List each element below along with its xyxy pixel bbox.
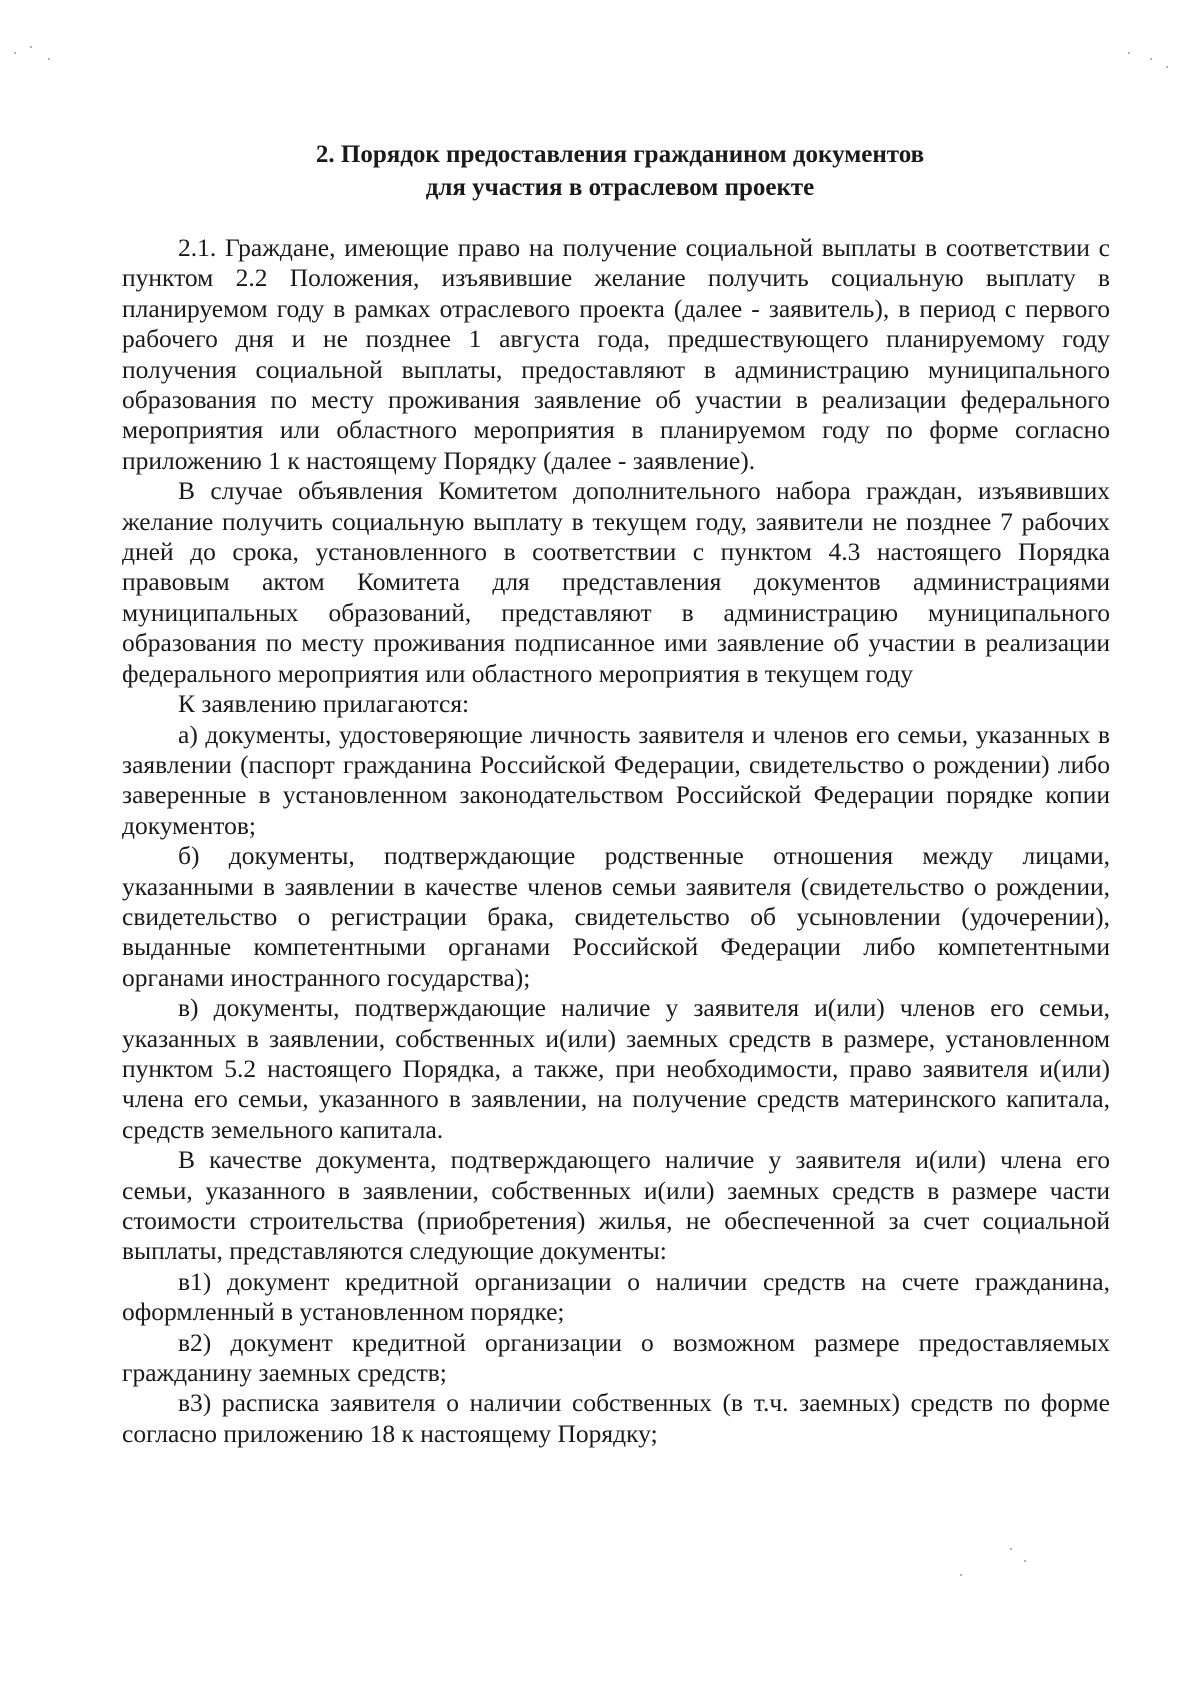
scan-speck <box>960 1574 962 1576</box>
paragraph-item-v3: в3) расписка заявителя о наличии собственных (в т.ч. заемных) средств по форме согласно приложению 18 к настоящему Порядку; <box>122 1388 1110 1448</box>
section-body <box>122 233 1110 1449</box>
scan-speck <box>48 58 50 60</box>
scan-speck <box>30 46 32 48</box>
section-heading <box>120 138 1120 204</box>
paragraph-item-v2: в2) документ кредитной организации о возможном размере предоставляемых гражданину заемных средств; <box>122 1327 1110 1388</box>
section-heading-line-1: 2. Порядок предоставления гражданином документов <box>315 141 925 168</box>
scan-speck <box>1024 1560 1026 1562</box>
paragraph-item-v1: в1) документ кредитной организации о наличии средств на счете гражданина, оформленный в установленном порядке; <box>122 1266 1110 1327</box>
paragraph-item-b: б) документы, подтверждающие родственные отношения между лицами, указанными в заявлении в качестве членов семьи заявителя (свидетельство о рождении, свидетельство о регистрации брака, свидетельство об усыновлении (удочерении), выданные компетентными органами Российской Федерации либо компетентными органами иностранного государства); <box>122 841 1110 992</box>
scan-speck <box>1166 66 1168 68</box>
paragraph-item-a: а) документы, удостоверяющие личность заявителя и членов его семьи, указанных в заявлении (паспорт гражданина Российской Федерации, свидетельство о рождении) либо заверенные в установленном законодательством Российской Федерации порядке копии документов; <box>122 719 1110 840</box>
paragraph-item-v: в) документы, подтверждающие наличие у заявителя и(или) членов его семьи, указанных в заявлении, собственных и(или) заемных средств в размере, установленном пунктом 5.2 настоящего Порядка, а также, при необходимости, право заявителя и(или) члена его семьи, указанного в заявлении, на получение средств материнского капитала, средств земельного капитала. <box>122 993 1110 1144</box>
scan-speck <box>1128 52 1130 54</box>
scan-speck <box>14 52 16 54</box>
paragraph-funds-confirmation: В качестве документа, подтверждающего наличие у заявителя и(или) члена его семьи, указанного в заявлении, собственных и(или) заемных средств в размере части стоимости строительства (приобретения) жилья, не обеспеченной за счет социальной выплаты, представляются следующие документы: <box>122 1145 1110 1266</box>
scan-speck <box>1010 1548 1012 1550</box>
section-heading-line-2: для участия в отраслевом проекте <box>425 174 815 201</box>
scan-speck <box>1150 58 1152 60</box>
paragraph-2-1: 2.1. Граждане, имеющие право на получение социальной выплаты в соответствии с пунктом 2.2 Положения, изъявившие желание получить социальную выплату в планируемом году в рамках отраслевого проекта (далее - заявитель), в период с первого рабочего дня и не позднее 1 августа года, предшествующего планируемому году получения социальной выплаты, предоставляют в администрацию муниципального образования по месту проживания заявление об участии в реализации федерального мероприятия или областного мероприятия в планируемом году по форме согласно приложению 1 к настоящему Порядку (далее - заявление). <box>122 233 1110 475</box>
paragraph-attachments-intro: К заявлению прилагаются: <box>178 689 470 719</box>
paragraph-additional-recruitment: В случае объявления Комитетом дополнительного набора граждан, изъявивших желание получить социальную выплату в текущем году, заявители не позднее 7 рабочих дней до срока, установленного в соответствии с пунктом 4.3 настоящего Порядка правовым актом Комитета для представления документов администрациями муниципальных образований, представляют в администрацию муниципального образования по месту проживания подписанное ими заявление об участии в реализации федерального мероприятия или областного мероприятия в текущем году <box>122 476 1110 688</box>
